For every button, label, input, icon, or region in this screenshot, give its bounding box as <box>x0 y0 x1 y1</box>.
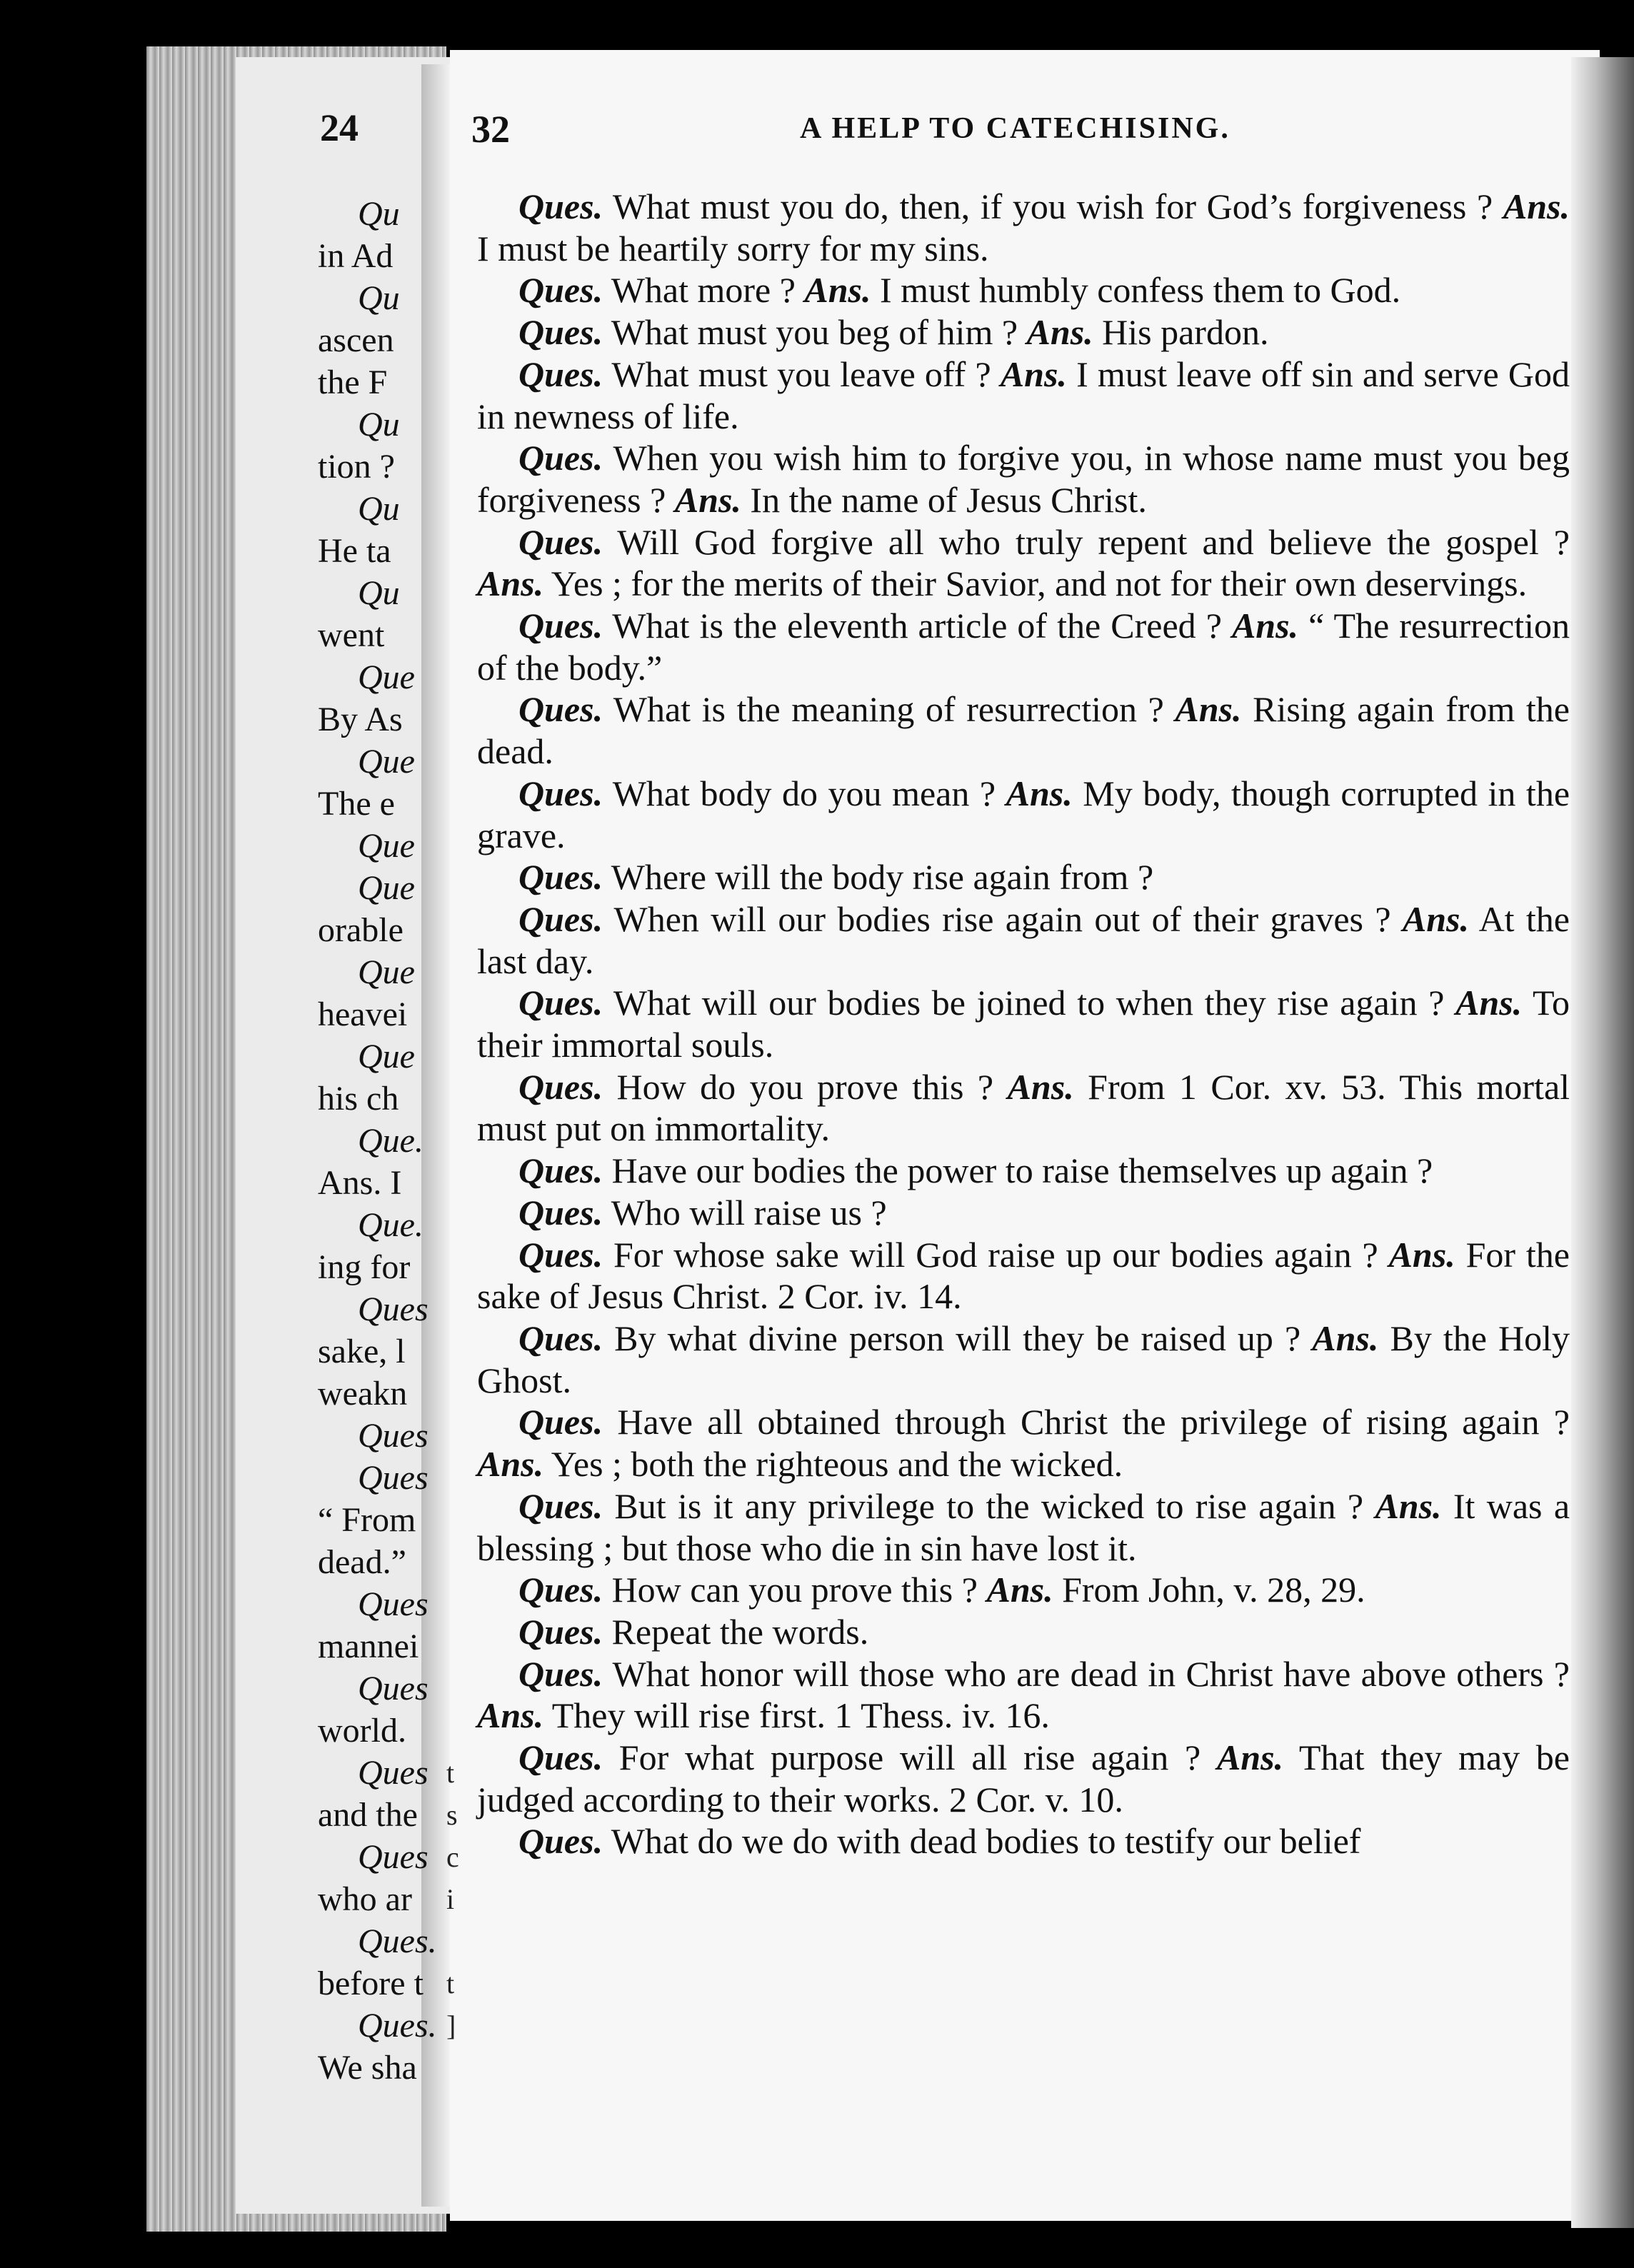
question-label: Ques. <box>518 857 603 898</box>
left-page-line: dead.” <box>318 1543 406 1581</box>
gutter-fragment <box>446 1667 468 1710</box>
gutter-fragment <box>446 1541 468 1583</box>
answer-label: Ans. <box>1007 1066 1074 1107</box>
left-page-line: tion ? <box>318 448 395 486</box>
question-text: By what divine person will they be raised up ? <box>614 1318 1301 1358</box>
left-page-line: Ques. <box>358 1922 437 1960</box>
answer-label: Ans. <box>1006 773 1073 813</box>
qa-entry <box>477 437 1570 521</box>
left-page-line: The e <box>318 785 395 823</box>
question-text: Have all obtained through Christ the privilege of rising again ? <box>617 1402 1570 1442</box>
left-page-line: Que. <box>358 1206 423 1244</box>
question-label: Ques. <box>518 1150 603 1191</box>
gutter-fragment <box>446 1583 468 1625</box>
qa-entry <box>477 1569 1570 1611</box>
answer-label: Ans. <box>1402 898 1469 939</box>
question-label: Ques. <box>518 606 603 646</box>
answer-label: Ans. <box>477 563 544 604</box>
question-label: Ques. <box>518 438 603 478</box>
gutter-fragment <box>446 741 468 783</box>
answer-text: I must be heartily sorry for my sins. <box>477 228 989 269</box>
left-page-number: 24 <box>320 106 359 149</box>
gutter-fragment <box>446 1162 468 1204</box>
gutter-fragment <box>446 698 468 741</box>
question-label: Ques. <box>518 1318 603 1358</box>
question-text: But is it any privilege to the wicked to rise again ? <box>614 1485 1364 1526</box>
question-label: Ques. <box>518 353 603 394</box>
left-page-line: world. <box>318 1712 406 1750</box>
qa-entry <box>477 521 1570 605</box>
gutter-fragment: i <box>446 1883 455 1915</box>
gutter-fragment <box>446 446 468 488</box>
answer-label: Ans. <box>1000 353 1067 394</box>
question-label: Ques. <box>518 186 603 226</box>
qa-entry <box>477 311 1570 353</box>
gutter-fragment <box>446 1625 468 1667</box>
gutter-fragment <box>446 1204 468 1246</box>
answer-text: That they may be judged according to their works. 2 Cor. v. 10. <box>477 1737 1570 1820</box>
question-text: What more ? <box>611 270 796 311</box>
question-text: For whose sake will God raise up our bodies again ? <box>613 1234 1378 1275</box>
qa-entry <box>477 269 1570 311</box>
left-page-line: and the <box>318 1796 418 1834</box>
gutter-fragment <box>446 1920 468 1962</box>
answer-text: In the name of Jesus Christ. <box>750 479 1147 520</box>
left-page-line: went <box>318 616 385 654</box>
gutter-fragment <box>446 530 468 572</box>
question-text: What do we do with dead bodies to testify our belief <box>611 1821 1361 1862</box>
gutter-fragment <box>446 1288 468 1330</box>
question-text: What must you leave off ? <box>611 353 991 394</box>
page-number: 32 <box>471 108 510 151</box>
qa-entry <box>477 1820 1570 1862</box>
gutter-fragment <box>446 993 468 1035</box>
question-label: Ques. <box>518 1402 603 1442</box>
gutter-fragment <box>446 1457 468 1499</box>
answer-text: I must leave off sin and serve God in newness of life. <box>477 353 1570 436</box>
left-page-line: sake, l <box>318 1333 406 1370</box>
answer-label: Ans. <box>477 1444 544 1485</box>
gutter-fragment <box>446 1035 468 1078</box>
left-page-line: mannei <box>318 1627 419 1665</box>
answer-label: Ans. <box>1503 186 1570 226</box>
left-page-line: the F <box>318 363 388 401</box>
question-label: Ques. <box>518 1570 603 1610</box>
left-page-line: “ From <box>318 1501 416 1539</box>
left-page-line: before t <box>318 1965 423 2002</box>
qa-entry <box>477 898 1570 982</box>
question-label: Ques. <box>518 1653 603 1694</box>
question-text: What honor will those who are dead in Christ have above others ? <box>612 1653 1570 1694</box>
qa-entry <box>477 1401 1570 1485</box>
left-page-line: Ques <box>358 1459 428 1497</box>
catechism-text <box>477 186 1570 1862</box>
answer-text: They will rise first. 1 Thess. iv. 16. <box>551 1695 1050 1736</box>
left-page-line: Qu <box>358 574 400 612</box>
left-page-line: ascen <box>318 321 394 359</box>
answer-label: Ans. <box>1216 1737 1284 1778</box>
gutter-fragment <box>446 825 468 867</box>
qa-entry <box>477 1066 1570 1150</box>
question-text: When will our bodies rise again out of their graves ? <box>613 898 1391 939</box>
question-text: Who will raise us ? <box>611 1192 887 1233</box>
answer-text: It was a blessing ; but those who die in sin have lost it. <box>477 1485 1570 1568</box>
qa-entry <box>477 982 1570 1065</box>
left-page-text <box>318 193 437 2089</box>
book-gutter <box>421 64 450 2207</box>
answer-text: Yes ; both the righteous and the wicked. <box>551 1444 1123 1485</box>
left-page-line: orable <box>318 911 404 949</box>
gutter-fragments <box>446 193 468 2047</box>
qa-entry <box>477 1150 1570 1192</box>
gutter-fragment <box>446 951 468 993</box>
question-label: Ques. <box>518 521 603 562</box>
gutter-fragment <box>446 572 468 614</box>
answer-text: My body, though corrupted in the grave. <box>477 773 1570 855</box>
left-page-line: Que <box>358 1038 415 1075</box>
question-text: How do you prove this ? <box>616 1066 994 1107</box>
question-text: Where will the body rise again from ? <box>611 857 1154 898</box>
gutter-fragment <box>446 193 468 235</box>
left-page-line: Ans. I <box>318 1164 402 1202</box>
gutter-fragment: s <box>446 1799 458 1831</box>
qa-entry <box>477 605 1570 688</box>
answer-label: Ans. <box>1375 1485 1442 1526</box>
gutter-fragment: t <box>446 1757 455 1789</box>
question-label: Ques. <box>518 1821 603 1862</box>
qa-entry <box>477 1234 1570 1318</box>
question-text: Have our bodies the power to raise themselves up again ? <box>611 1150 1433 1191</box>
gutter-fragment <box>446 783 468 825</box>
question-label: Ques. <box>518 312 603 353</box>
question-text: What is the meaning of resurrection ? <box>613 689 1164 730</box>
right-page-edge <box>1571 57 1634 2228</box>
question-text: Will God forgive all who truly repent and believe the gospel ? <box>617 521 1570 562</box>
left-page-line: Ques <box>358 1290 428 1328</box>
left-page-line: Que <box>358 743 415 781</box>
question-label: Ques. <box>518 1066 603 1107</box>
left-page-line: Qu <box>358 406 400 443</box>
left-page-line: Ques <box>358 1670 428 1707</box>
gutter-fragment <box>446 656 468 698</box>
qa-entry <box>477 856 1570 898</box>
question-label: Ques. <box>518 1737 603 1778</box>
left-page-line: Ques <box>358 1754 428 1792</box>
gutter-fragment: ] <box>446 2009 456 2042</box>
gutter-fragment <box>446 1499 468 1541</box>
question-text: How can you prove this ? <box>611 1570 978 1610</box>
answer-text: By the Holy Ghost. <box>477 1318 1570 1400</box>
question-label: Ques. <box>518 270 603 311</box>
left-page-line: He ta <box>318 532 391 570</box>
question-text: What body do you mean ? <box>612 773 996 813</box>
answer-label: Ans. <box>1231 606 1299 646</box>
question-text: For what purpose will all rise again ? <box>618 1737 1201 1778</box>
qa-entry <box>477 353 1570 437</box>
answer-label: Ans. <box>1026 312 1093 353</box>
answer-text: For the sake of Jesus Christ. 2 Cor. iv. 14. <box>477 1234 1570 1317</box>
answer-text: His pardon. <box>1102 312 1269 353</box>
question-label: Ques. <box>518 1485 603 1526</box>
running-title: A HELP TO CATECHISING. <box>800 112 1230 145</box>
gutter-fragment <box>446 319 468 361</box>
left-page-line: Ques <box>358 1838 428 1876</box>
qa-entry <box>477 1318 1570 1401</box>
left-page-line: By As <box>318 701 403 738</box>
answer-label: Ans. <box>1455 983 1523 1023</box>
gutter-fragment <box>446 1415 468 1457</box>
qa-entry <box>477 1192 1570 1234</box>
answer-label: Ans. <box>674 479 741 520</box>
answer-text: Yes ; for the merits of their Savior, and not for their own deservings. <box>551 563 1528 604</box>
left-page-line: Qu <box>358 195 400 233</box>
answer-text: I must humbly confess them to God. <box>880 270 1401 311</box>
left-page-line: Ques. <box>358 2007 437 2044</box>
left-page-line: We sha <box>318 2049 417 2087</box>
gutter-fragment <box>446 277 468 319</box>
answer-text: Rising again from the dead. <box>477 689 1570 772</box>
question-text: When you wish him to forgive you, in whose name must you beg forgiveness ? <box>477 438 1570 520</box>
gutter-fragment <box>446 1373 468 1415</box>
gutter-fragment: t <box>446 1967 455 1999</box>
answer-label: Ans. <box>1175 689 1242 730</box>
gutter-fragment: c <box>446 1841 459 1873</box>
answer-text: At the last day. <box>477 898 1570 981</box>
gutter-fragment <box>446 235 468 277</box>
question-text: Repeat the words. <box>611 1611 869 1652</box>
gutter-fragment <box>446 361 468 403</box>
left-page-line: who ar <box>318 1880 412 1918</box>
qa-entry <box>477 773 1570 856</box>
left-page-line: Que <box>358 869 415 907</box>
qa-entry <box>477 1611 1570 1653</box>
gutter-fragment <box>446 488 468 530</box>
gutter-fragment <box>446 614 468 656</box>
question-label: Ques. <box>518 983 603 1023</box>
left-page-line: in Ad <box>318 237 394 275</box>
answer-label: Ans. <box>477 1695 544 1736</box>
question-text: What is the eleventh article of the Creed ? <box>612 606 1222 646</box>
answer-text: “ The resurrection of the body.” <box>477 606 1570 688</box>
qa-entry <box>477 688 1570 772</box>
question-label: Ques. <box>518 1611 603 1652</box>
qa-entry <box>477 1653 1570 1737</box>
left-page-line: his ch <box>318 1080 399 1118</box>
question-label: Ques. <box>518 1192 603 1233</box>
answer-label: Ans. <box>804 270 871 311</box>
gutter-fragment <box>446 1078 468 1120</box>
question-text: What must you do, then, if you wish for God’s forgiveness ? <box>612 186 1493 226</box>
answer-text: To their immortal souls. <box>477 983 1570 1065</box>
gutter-fragment <box>446 1120 468 1162</box>
answer-text: From John, v. 28, 29. <box>1062 1570 1365 1610</box>
left-page-line: Que. <box>358 1122 423 1160</box>
gutter-fragment <box>446 1246 468 1288</box>
gutter-fragment <box>446 867 468 909</box>
left-page-line: Qu <box>358 279 400 317</box>
left-page-line: Que <box>358 953 415 991</box>
left-page-line: Que <box>358 658 415 696</box>
gutter-fragment <box>446 1330 468 1373</box>
question-text: What will our bodies be joined to when they rise again ? <box>613 983 1445 1023</box>
answer-label: Ans. <box>1312 1318 1379 1358</box>
qa-entry <box>477 186 1570 269</box>
question-label: Ques. <box>518 773 603 813</box>
question-label: Ques. <box>518 898 603 939</box>
question-text: What must you beg of him ? <box>611 312 1018 353</box>
gutter-fragment <box>446 909 468 951</box>
answer-text: From 1 Cor. xv. 53. This mortal must put on immortality. <box>477 1066 1570 1149</box>
qa-entry <box>477 1737 1570 1820</box>
left-page-line: Ques <box>358 1417 428 1455</box>
left-page-line: Qu <box>358 490 400 528</box>
answer-label: Ans. <box>1388 1234 1455 1275</box>
answer-label: Ans. <box>986 1570 1053 1610</box>
gutter-fragment <box>446 1710 468 1752</box>
left-page-line: weakn <box>318 1375 408 1413</box>
left-page-line: heavei <box>318 995 408 1033</box>
left-page-line: ing for <box>318 1248 411 1286</box>
left-page-line: Que <box>358 827 415 865</box>
question-label: Ques. <box>518 689 603 730</box>
qa-entry <box>477 1485 1570 1569</box>
gutter-fragment <box>446 403 468 446</box>
left-page-line: Ques <box>358 1585 428 1623</box>
question-label: Ques. <box>518 1234 603 1275</box>
